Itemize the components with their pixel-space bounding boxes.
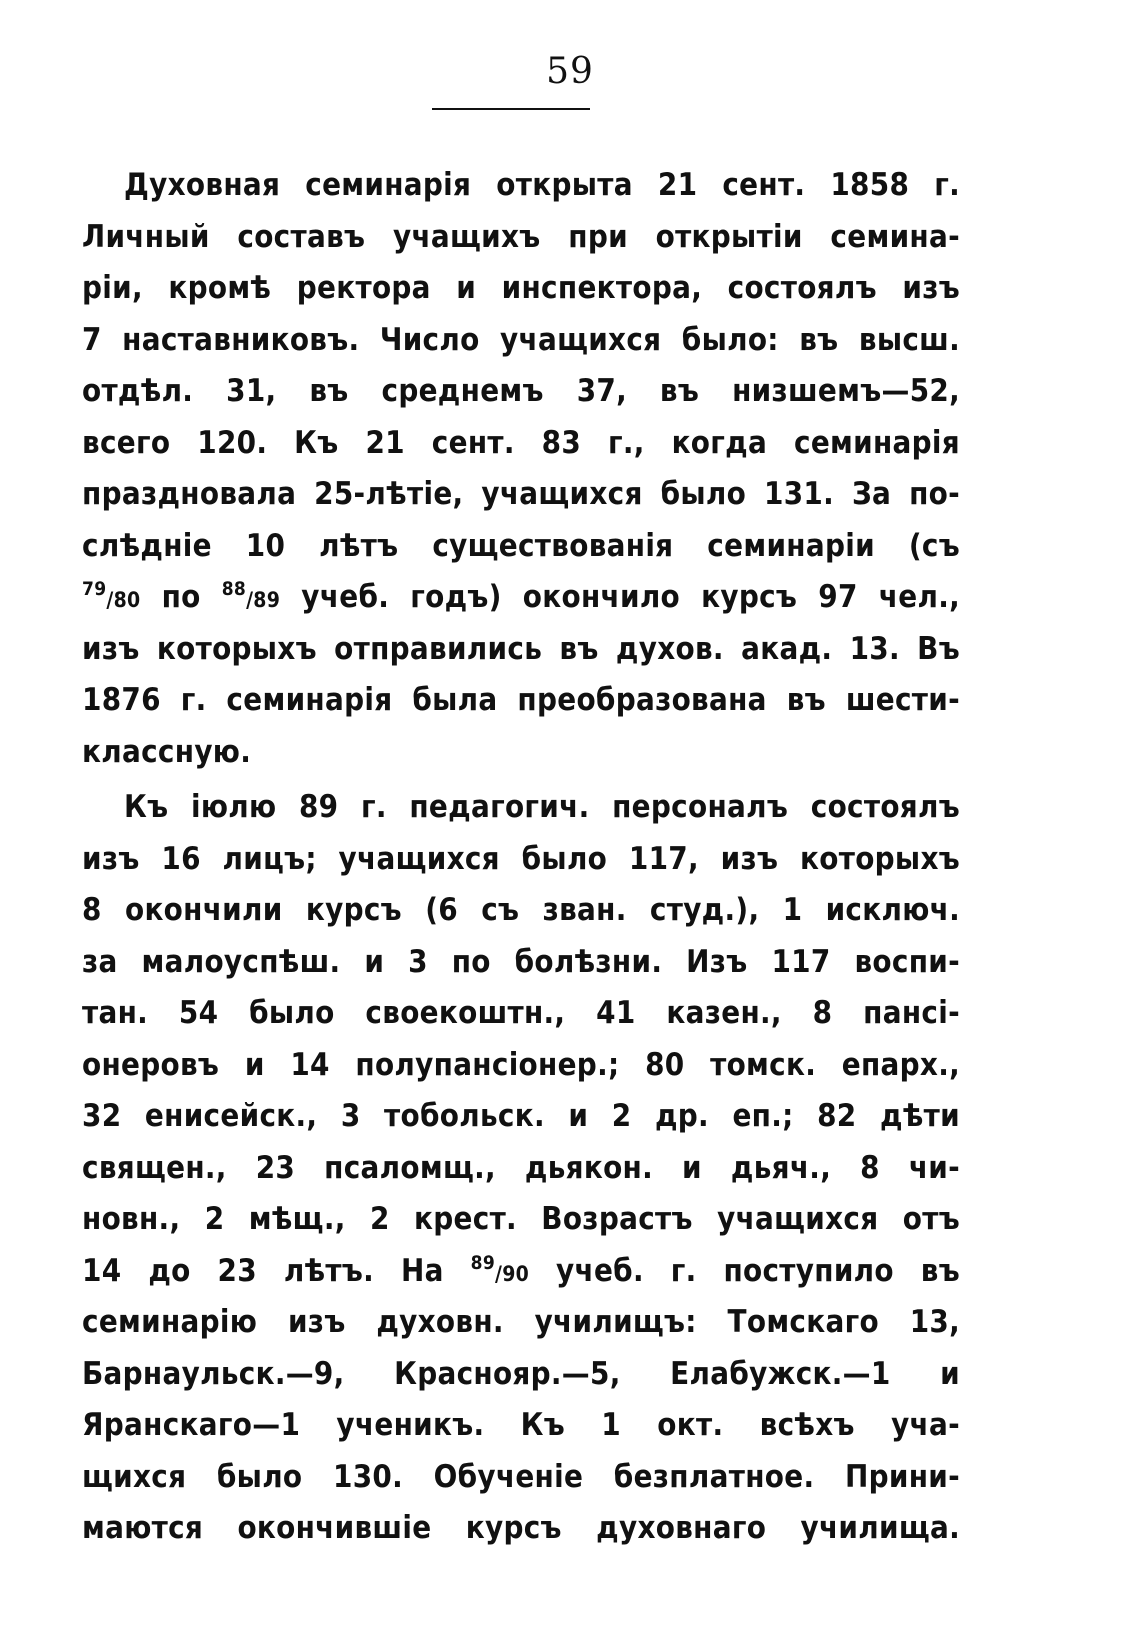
- text-line: семинарію изъ духовн. училищъ: Томскаго 13,: [82, 1304, 960, 1340]
- text-line: Личный составъ учащихъ при открытіи семина-: [82, 218, 960, 255]
- fraction-denominator: /89: [246, 588, 281, 612]
- fraction-numerator: 79: [82, 578, 107, 600]
- text-line: Къ іюлю 89 г. педагогич. персоналъ состоялъ: [124, 789, 960, 825]
- text-line: маются окончившіе курсъ духовнаго училища.: [82, 1510, 960, 1546]
- text-line: новн., 2 мѣщ., 2 крест. Возрастъ учащихся отъ: [82, 1201, 960, 1237]
- text-line: праздновала 25-лѣтіе, учащихся было 131. За по-: [82, 476, 960, 512]
- body-text: [82, 160, 960, 1555]
- text-line: 8 окончили курсъ (6 съ зван. студ.), 1 исключ.: [82, 892, 960, 928]
- text-line: классную.: [82, 733, 252, 770]
- fraction-denominator: /90: [495, 1261, 530, 1286]
- text-line: слѣдніе 10 лѣтъ существованія семинаріи (съ: [82, 527, 960, 564]
- text-line: ріи, кромѣ ректора и инспектора, состоялъ изъ: [82, 270, 960, 306]
- text-line: отдѣл. 31, въ среднемъ 37, въ низшемъ—52,: [82, 373, 960, 409]
- text-line: $^{79}$/80 по $^{88}$/89 учеб. годъ) окончило курсъ 97 чел.,: [82, 578, 960, 615]
- paragraph-2: [82, 782, 960, 1555]
- header-rule: [432, 108, 590, 110]
- page-number: 59: [546, 51, 594, 92]
- text-line: тан. 54 было своекоштн., 41 казен., 8 пансі-: [82, 995, 960, 1031]
- section-heading: Духовная семинарія: [124, 167, 472, 203]
- text-line: 14 до 23 лѣтъ. На $^{89}$/90 учеб. г. поступило въ: [82, 1251, 960, 1289]
- text-line: 1876 г. семинарія была преобразована въ шести-: [82, 682, 960, 718]
- text-line: 7 наставниковъ. Число учащихся было: въ высш.: [82, 321, 960, 358]
- text-line: Духовная семинарія открыта 21 сент. 1858 г.: [124, 167, 960, 203]
- fraction-denominator: /80: [106, 588, 141, 612]
- text-line: щихся было 130. Обученіе безплатное. Прини-: [82, 1458, 960, 1495]
- text-line: изъ которыхъ отправились въ духов. акад. 13. Въ: [82, 630, 960, 667]
- text-line: Яранскаго—1 ученикъ. Къ 1 окт. всѣхъ уча-: [82, 1407, 960, 1443]
- text-line: священ., 23 псаломщ., дьякон. и дьяч., 8 чи-: [82, 1149, 960, 1186]
- fraction-numerator: 88: [221, 578, 247, 600]
- text-line: 32 енисейск., 3 тобольск. и 2 др. еп.; 82 дѣти: [82, 1098, 960, 1134]
- text-line: всего 120. Къ 21 сент. 83 г., когда семинарія: [82, 424, 960, 461]
- text-line: изъ 16 лицъ; учащихся было 117, изъ которыхъ: [82, 840, 960, 877]
- text-line: Барнаульск.—9, Краснояр.—5, Елабужск.—1 и: [82, 1355, 960, 1392]
- text-line: онеровъ и 14 полупансіонер.; 80 томск. епарх.,: [82, 1046, 960, 1083]
- text-line: за малоуспѣш. и 3 по болѣзни. Изъ 117 воспи-: [82, 943, 960, 980]
- fraction-numerator: 89: [470, 1251, 496, 1274]
- paragraph-1: [82, 160, 960, 778]
